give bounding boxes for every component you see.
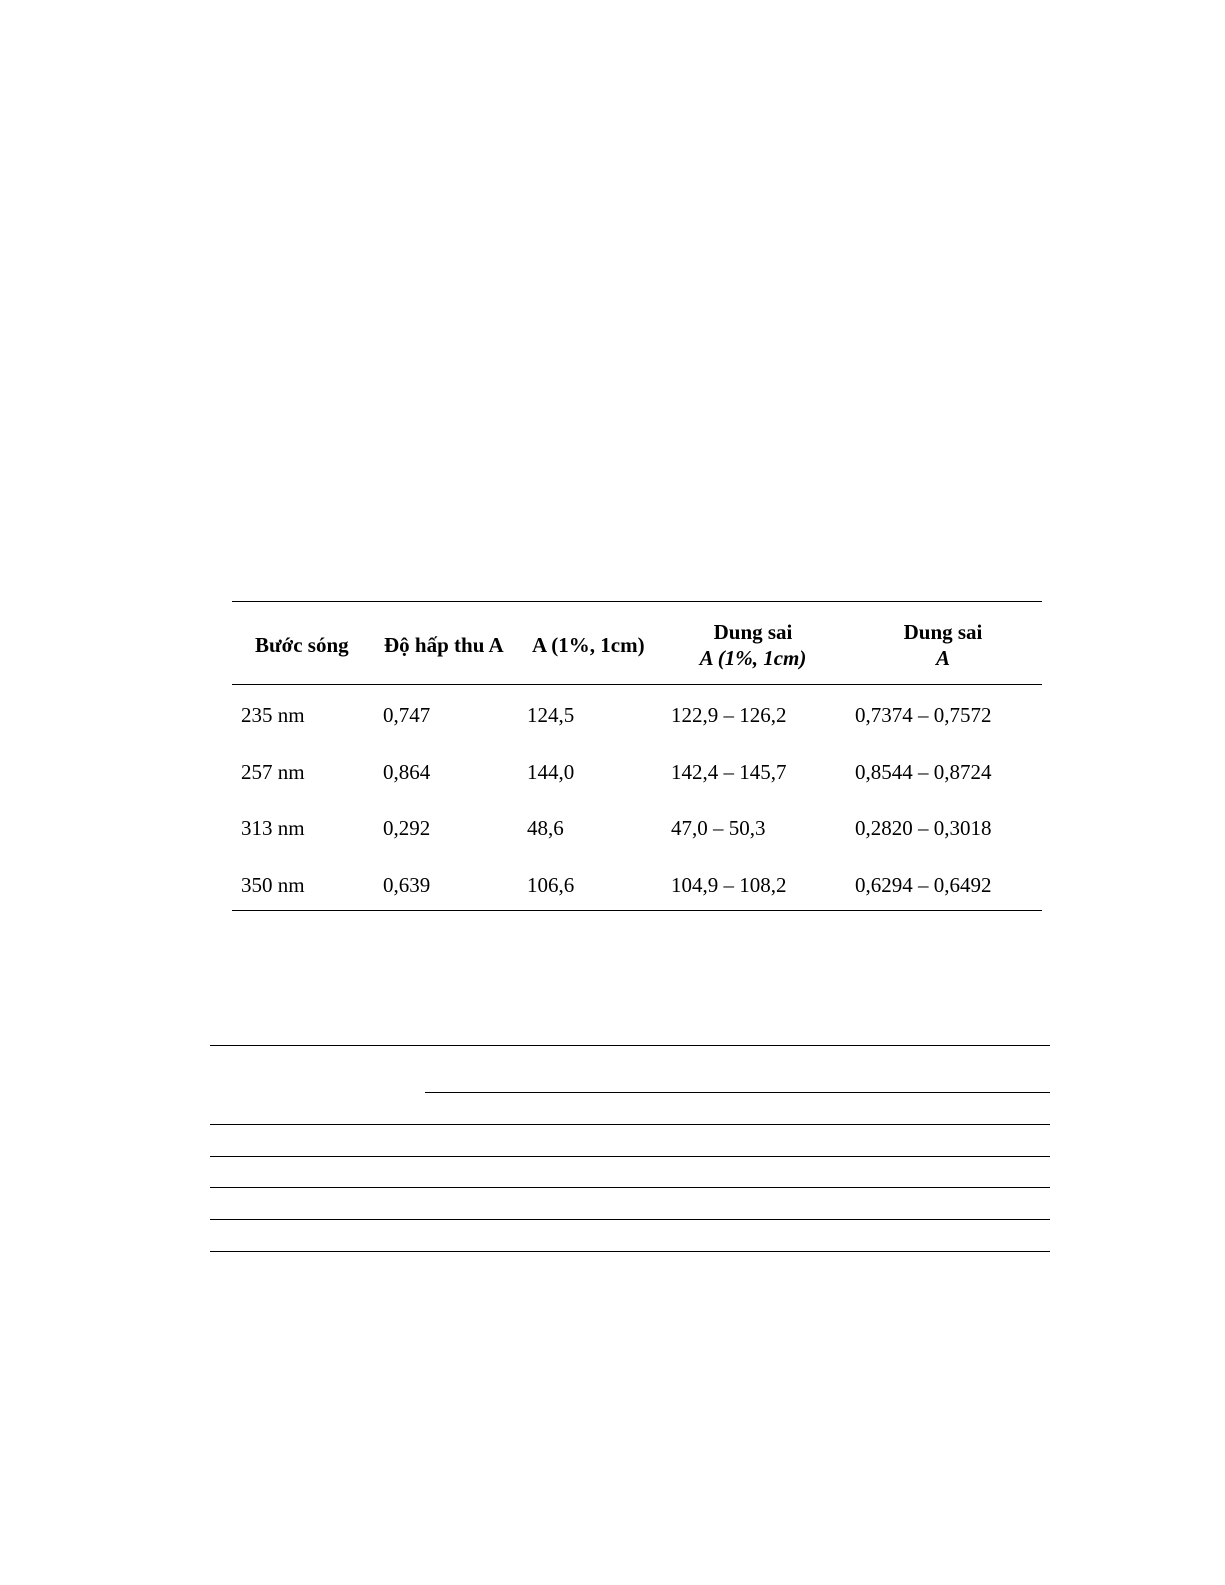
- header-tolerance-specific-line2: A (1%, 1cm): [699, 646, 807, 670]
- header-tolerance-specific-line1: Dung sai: [713, 620, 793, 644]
- table2-top-rule: [210, 1045, 1050, 1046]
- row4-specific-absorbance: 106,6: [527, 873, 575, 897]
- header-tolerance-specific: [688, 619, 818, 671]
- row1-absorbance: 0,747: [383, 703, 431, 727]
- row2-specific-absorbance: 144,0: [527, 760, 575, 784]
- row3-specific-absorbance: 48,6: [527, 816, 564, 840]
- header-tolerance-absorbance: [878, 619, 1008, 671]
- header-absorbance: Độ hấp thu A: [384, 633, 504, 657]
- empty-ruled-table: [210, 1045, 1050, 1255]
- table-header-rule: [232, 684, 1042, 685]
- row4-absorbance: 0,639: [383, 873, 431, 897]
- row3-tolerance-specific: 47,0 – 50,3: [671, 816, 766, 840]
- row1-tolerance-absorbance: 0,7374 – 0,7572: [855, 703, 992, 727]
- table-bottom-rule: [232, 910, 1042, 911]
- table-top-rule: [232, 601, 1042, 602]
- table2-row-rule: [210, 1219, 1050, 1220]
- row2-wavelength: 257 nm: [241, 760, 305, 784]
- row3-tolerance-absorbance: 0,2820 – 0,3018: [855, 816, 992, 840]
- table2-row-rule: [210, 1156, 1050, 1157]
- row1-tolerance-specific: 122,9 – 126,2: [671, 703, 787, 727]
- row3-wavelength: 313 nm: [241, 816, 305, 840]
- row4-tolerance-specific: 104,9 – 108,2: [671, 873, 787, 897]
- row2-tolerance-absorbance: 0,8544 – 0,8724: [855, 760, 992, 784]
- table2-subheader-rule: [425, 1092, 1050, 1093]
- header-tolerance-absorbance-line1: Dung sai: [903, 620, 983, 644]
- row1-wavelength: 235 nm: [241, 703, 305, 727]
- header-specific-absorbance: A (1%, 1cm): [532, 633, 645, 657]
- row4-wavelength: 350 nm: [241, 873, 305, 897]
- table2-row-rule: [210, 1187, 1050, 1188]
- table2-header-rule: [210, 1124, 1050, 1125]
- table2-bottom-rule: [210, 1251, 1050, 1252]
- header-tolerance-absorbance-line2: A: [935, 646, 950, 670]
- row2-absorbance: 0,864: [383, 760, 431, 784]
- header-wavelength: Bước sóng: [255, 633, 349, 657]
- row2-tolerance-specific: 142,4 – 145,7: [671, 760, 787, 784]
- row1-specific-absorbance: 124,5: [527, 703, 575, 727]
- row3-absorbance: 0,292: [383, 816, 431, 840]
- row4-tolerance-absorbance: 0,6294 – 0,6492: [855, 873, 992, 897]
